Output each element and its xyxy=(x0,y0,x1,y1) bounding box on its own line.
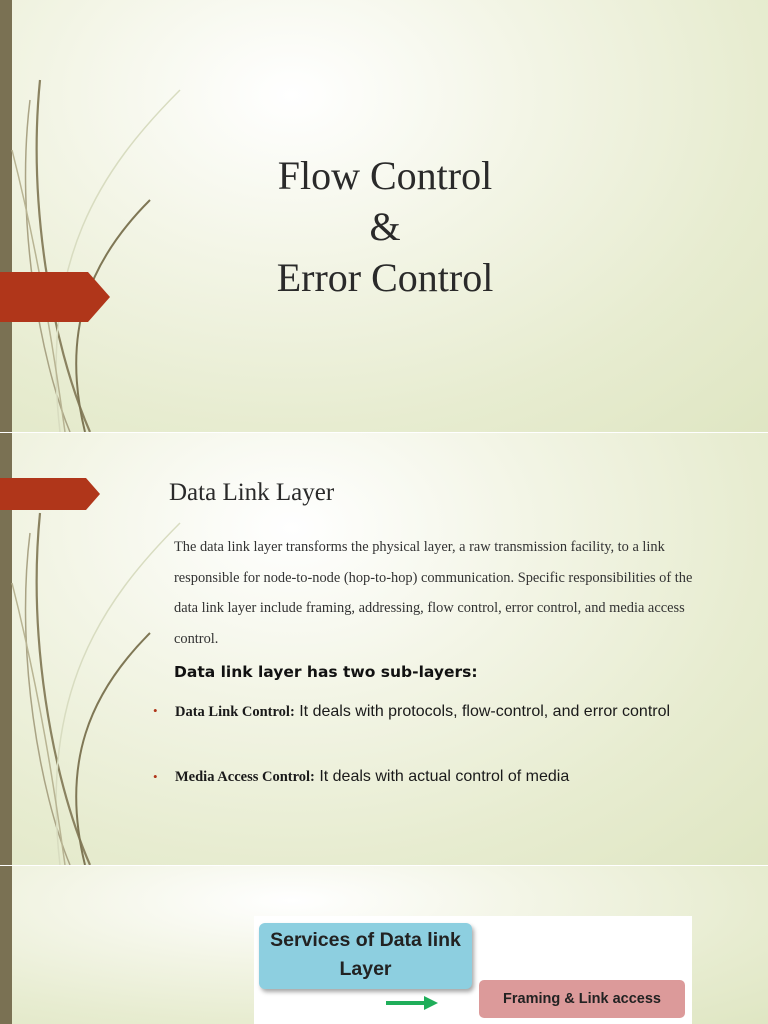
description-paragraph: The data link layer transforms the physical layer, a raw transmission facility, to a link responsible for node-to-node (hop-to-hop) communication. Specific responsibilities of the data link layer include framing, addressing, flow control, error control, and media access control. xyxy=(174,539,693,648)
right-arrow-icon xyxy=(386,996,438,1010)
left-accent-bar xyxy=(0,866,12,1024)
arrow-tab-icon xyxy=(0,478,100,510)
title-line-3: Error Control xyxy=(276,255,494,300)
slide-heading: Data Link Layer xyxy=(169,479,335,506)
slide-data-link-layer xyxy=(0,433,768,865)
slide-services-diagram xyxy=(0,866,768,1024)
list-item-data-link-control xyxy=(175,697,704,727)
item-text: It deals with actual control of media xyxy=(314,768,570,785)
item-text: It deals with protocols, flow-control, and error control xyxy=(294,703,671,720)
item-term: Data Link Control: xyxy=(175,704,295,720)
slide-title xyxy=(200,150,570,303)
dot-bullet-icon: • xyxy=(153,703,158,718)
framing-box: Framing & Link access xyxy=(479,980,685,1018)
sublayers-heading: Data link layer has two sub-layers: xyxy=(174,663,478,681)
services-box: Services of Data link Layer xyxy=(259,923,472,989)
dot-bullet-icon: • xyxy=(153,769,158,784)
arrow-tab-icon xyxy=(0,272,110,322)
title-line-2: & xyxy=(369,204,401,249)
title-line-1: Flow Control xyxy=(277,153,493,198)
list-item-media-access-control xyxy=(175,762,704,792)
swoosh-decoration xyxy=(0,0,200,432)
item-term: Media Access Control: xyxy=(175,769,315,785)
slide-title-flow-control xyxy=(0,0,768,432)
